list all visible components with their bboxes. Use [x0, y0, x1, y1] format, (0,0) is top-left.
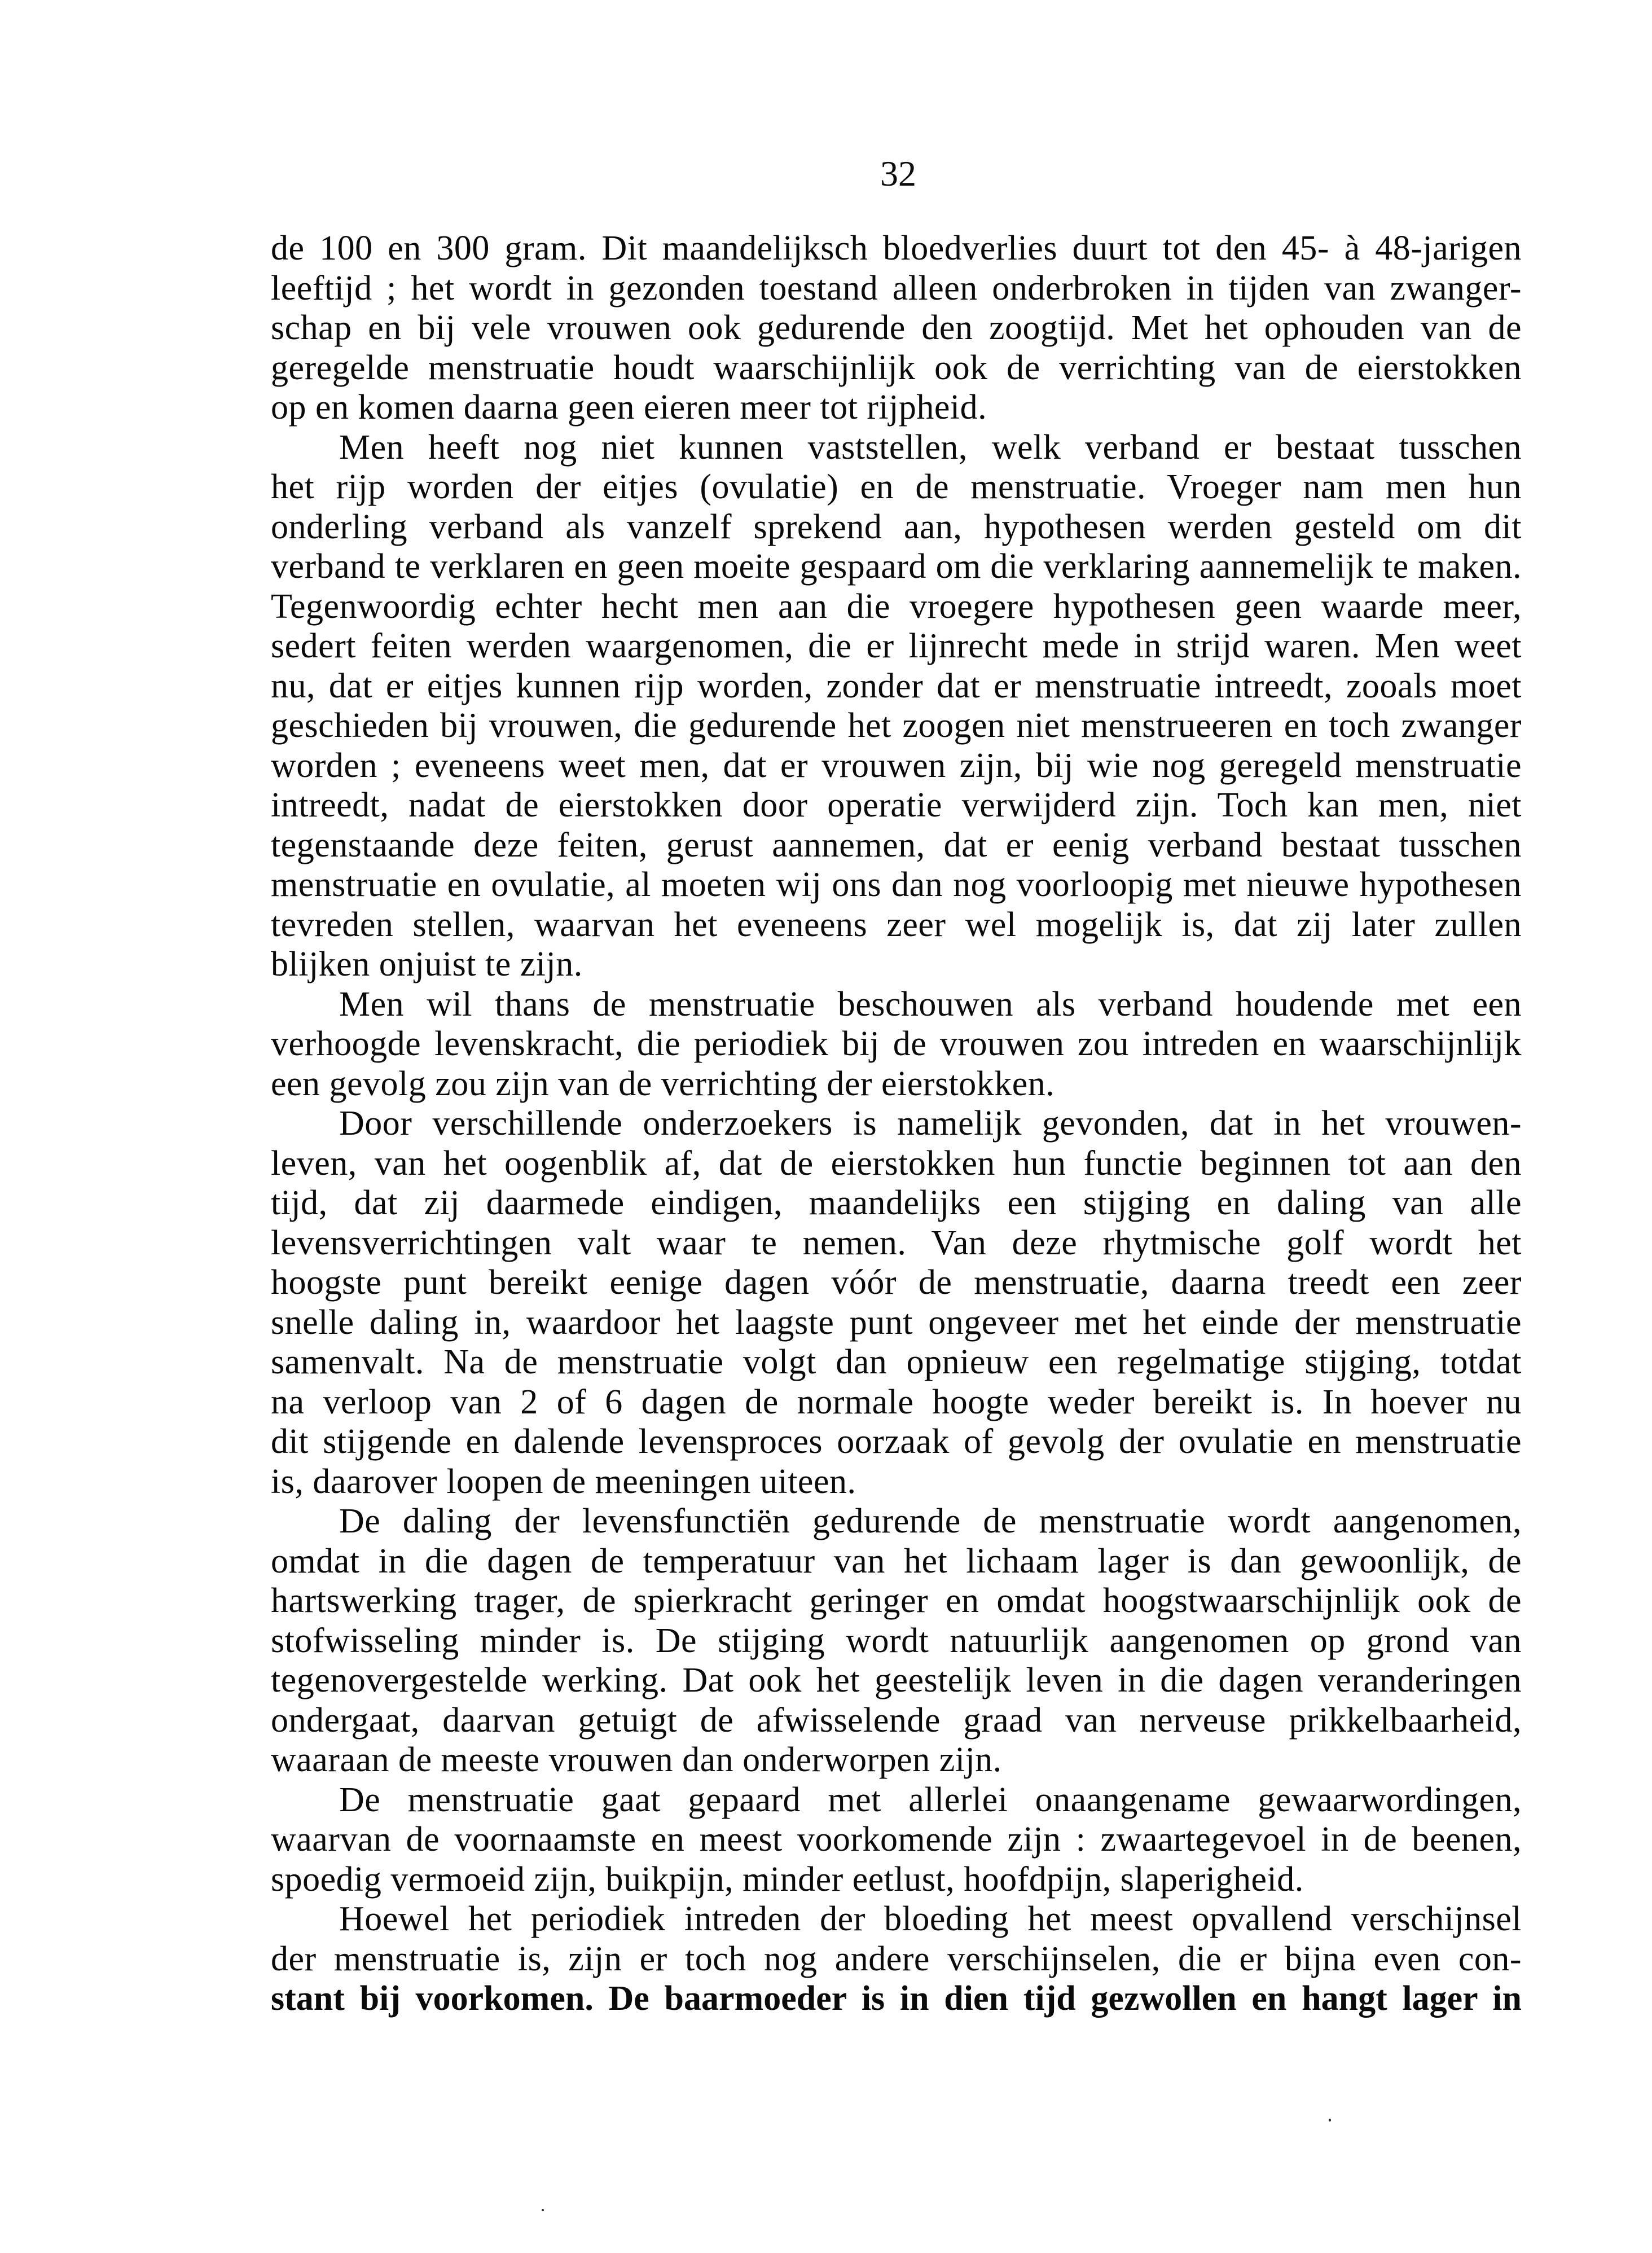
text-line: geschieden bij vrouwen, die gedurende het zoogen niet menstrueeren en toch zwanger — [271, 706, 1522, 745]
text-line: tegenstaande deze feiten, gerust aannemen, dat er eenig verband bestaat tusschen — [271, 825, 1522, 864]
page-number: 32 — [880, 153, 916, 194]
text-line: schap en bij vele vrouwen ook gedurende den zoogtijd. Met het ophouden van de — [271, 309, 1522, 347]
text-line: geregelde menstruatie houdt waarschijnlijk ook de verrichting van de eierstokken — [271, 348, 1522, 387]
text-line: hoogste punt bereikt eenige dagen vóór de menstruatie, daarna treedt een zeer — [271, 1263, 1522, 1302]
text-line: intreedt, nadat de eierstokken door operatie verwijderd zijn. Toch kan men, niet — [271, 786, 1522, 824]
text-line: spoedig vermoeid zijn, buikpijn, minder eetlust, hoofdpijn, slaperigheid. — [271, 1860, 1304, 1899]
text-line: Door verschillende onderzoekers is namelijk gevonden, dat in het vrouwen- — [339, 1104, 1522, 1143]
text-line: hartswerking trager, de spierkracht geringer en omdat hoogstwaarschijnlijk ook de — [271, 1582, 1522, 1620]
text-line: omdat in die dagen de temperatuur van het lichaam lager is dan gewoonlijk, de — [271, 1541, 1522, 1580]
text-line: levensverrichtingen valt waar te nemen. Van deze rhytmische golf wordt het — [271, 1223, 1522, 1262]
text-line: leven, van het oogenblik af, dat de eierstokken hun functie beginnen tot aan den — [271, 1144, 1522, 1183]
text-line: dit stijgende en dalende levensproces oorzaak of gevolg der ovulatie en menstruatie — [271, 1422, 1522, 1461]
text-line: een gevolg zou zijn van de verrichting der eierstokken. — [271, 1064, 1055, 1103]
text-line: Men heeft nog niet kunnen vaststellen, welk verband er bestaat tusschen — [339, 428, 1522, 467]
text-line: op en komen daarna geen eieren meer tot rijpheid. — [271, 388, 987, 427]
text-line: sedert feiten werden waargenomen, die er lijnrecht mede in strijd waren. Men weet — [271, 627, 1522, 665]
text-line: samenvalt. Na de menstruatie volgt dan opnieuw een regelmatige stijging, totdat — [271, 1343, 1522, 1381]
text-line: Men wil thans de menstruatie beschouwen als verband houdende met een — [339, 985, 1522, 1024]
text-line: Hoewel het periodiek intreden der bloeding het meest opvallend verschijnsel — [339, 1900, 1522, 1938]
text-line: waaraan de meeste vrouwen dan onderworpen zijn. — [271, 1741, 1002, 1779]
scan-speck — [542, 2209, 544, 2211]
text-line: waarvan de voornaamste en meest voorkomende zijn : zwaartegevoel in de beenen, — [271, 1820, 1522, 1859]
paragraph — [271, 1899, 1522, 2019]
text-line: snelle daling in, waardoor het laagste punt ongeveer met het einde der menstruatie — [271, 1303, 1522, 1342]
text-line: verband te verklaren en geen moeite gespaard om die verklaring aannemelijk te maken. — [271, 547, 1522, 586]
text-line: stofwisseling minder is. De stijging wordt natuurlijk aangenomen op grond van — [271, 1621, 1522, 1660]
text-line: is, daarover loopen de meeningen uiteen. — [271, 1462, 856, 1501]
text-line: menstruatie en ovulatie, al moeten wij ons dan nog voorloopig met nieuwe hypothesen — [271, 866, 1522, 904]
text-line: nu, dat er eitjes kunnen rijp worden, zonder dat er menstruatie intreedt, zooals moet — [271, 666, 1522, 705]
text-line: worden ; eveneens weet men, dat er vrouwen zijn, bij wie nog geregeld menstruatie — [271, 746, 1522, 785]
text-line: der menstruatie is, zijn er toch nog andere verschijnselen, die er bijna even con- — [271, 1939, 1522, 1978]
text-line: blijken onjuist te zijn. — [271, 945, 583, 983]
body-text — [271, 229, 1522, 2019]
text-line: onderling verband als vanzelf sprekend aan, hypothesen werden gesteld om dit — [271, 507, 1522, 546]
paragraph — [271, 1104, 1522, 1501]
text-line: De menstruatie gaat gepaard met allerlei onaangename gewaarwordingen, — [339, 1780, 1522, 1819]
text-line: stant bij voorkomen. De baarmoeder is in dien tijd gezwollen en hangt lager in — [271, 1979, 1522, 2018]
text-line: tijd, dat zij daarmede eindigen, maandelijks een stijging en daling van alle — [271, 1184, 1522, 1222]
text-line: verhoogde levenskracht, die periodiek bij de vrouwen zou intreden en waarschijnlijk — [271, 1025, 1522, 1063]
paragraph — [271, 229, 1522, 428]
text-line: tevreden stellen, waarvan het eveneens zeer wel mogelijk is, dat zij later zullen — [271, 905, 1522, 944]
paragraph — [271, 1501, 1522, 1780]
text-line: tegenovergestelde werking. Dat ook het geestelijk leven in die dagen veranderingen — [271, 1661, 1522, 1699]
paragraph — [271, 985, 1522, 1104]
paragraph — [271, 1780, 1522, 1900]
scan-speck — [1329, 2119, 1331, 2122]
text-line: Tegenwoordig echter hecht men aan die vroegere hypothesen geen waarde meer, — [271, 587, 1522, 626]
text-line: het rijp worden der eitjes (ovulatie) en de menstruatie. Vroeger nam men hun — [271, 468, 1522, 506]
text-line: de 100 en 300 gram. Dit maandelijksch bloedverlies duurt tot den 45- à 48-jarigen — [271, 229, 1522, 267]
text-line: na verloop van 2 of 6 dagen de normale hoogte weder bereikt is. In hoever nu — [271, 1382, 1522, 1421]
text-line: De daling der levensfunctiën gedurende de menstruatie wordt aangenomen, — [339, 1502, 1522, 1540]
text-line: leeftijd ; het wordt in gezonden toestand alleen onderbroken in tijden van zwanger- — [271, 269, 1522, 308]
paragraph — [271, 428, 1522, 985]
text-line: ondergaat, daarvan getuigt de afwisselende graad van nerveuse prikkelbaarheid, — [271, 1701, 1522, 1740]
